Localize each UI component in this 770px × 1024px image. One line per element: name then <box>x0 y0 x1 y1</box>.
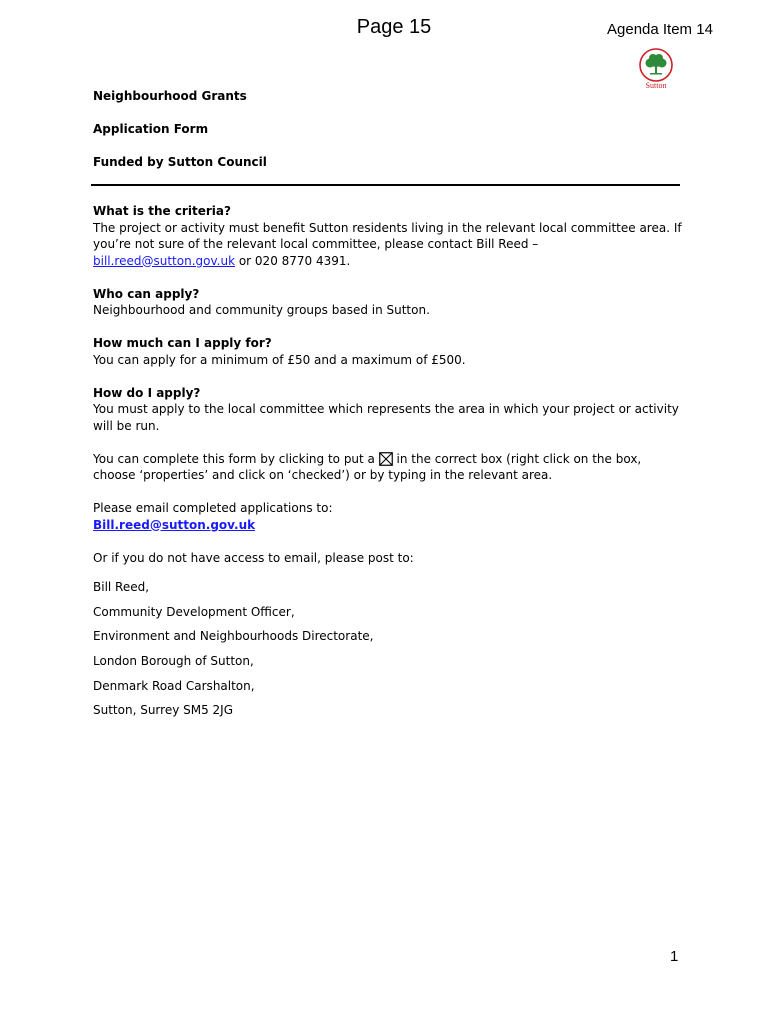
how-apply-text: You must apply to the local committee which represents the area in which your project or activity will be run. <box>93 402 679 433</box>
title-line-3: Funded by Sutton Council <box>93 155 267 169</box>
criteria-text: The project or activity must benefit Sutton residents living in the relevant local committee area. If you’re not sure of the relevant local committee, please contact Bill Reed – <box>93 220 682 251</box>
complete-text-before: You can complete this form by clicking to put a <box>93 451 379 466</box>
sutton-logo <box>636 48 676 88</box>
complete-form-instructions <box>93 451 683 484</box>
criteria-section <box>93 203 683 269</box>
how-apply-heading: How do I apply? <box>93 385 201 400</box>
title-line-2: Application Form <box>93 122 209 136</box>
address-line: London Borough of Sutton, <box>93 654 254 668</box>
how-much-text: You can apply for a minimum of £50 and a maximum of £500. <box>93 352 466 367</box>
complete-text-after: in the correct box (right click on the box, choose ‘properties’ and click on ‘checked’) or by typing in the relevant area. <box>93 451 642 482</box>
page-label: Page 15 <box>356 16 432 38</box>
post-prompt: Or if you do not have access to email, please post to: <box>93 550 414 565</box>
criteria-email-link[interactable]: bill.reed@sutton.gov.uk <box>93 253 236 268</box>
how-much-heading: How much can I apply for? <box>93 336 272 350</box>
address-line: Sutton, Surrey SM5 2JG <box>93 703 234 717</box>
submission-email-link[interactable]: Bill.reed@sutton.gov.uk <box>93 517 256 532</box>
address-line: Community Development Officer, <box>93 605 295 619</box>
email-instructions <box>93 500 683 533</box>
address-line: Bill Reed, <box>93 580 150 594</box>
agenda-item-label: Agenda Item 14 <box>607 21 713 38</box>
email-prompt: Please email completed applications to: <box>93 501 333 515</box>
title-line-1: Neighbourhood Grants <box>93 89 247 103</box>
address-line: Denmark Road Carshalton, <box>93 679 255 693</box>
header-divider <box>91 184 680 186</box>
criteria-phone: or 020 8770 4391. <box>235 253 351 268</box>
who-section <box>93 286 683 319</box>
checked-box-icon <box>379 452 393 466</box>
logo-text: Sutton <box>645 81 667 90</box>
criteria-heading: What is the criteria? <box>93 204 231 218</box>
how-apply-section <box>93 385 683 435</box>
address-line: Environment and Neighbourhoods Directorate, <box>93 629 374 643</box>
who-heading: Who can apply? <box>93 286 200 301</box>
post-instructions <box>93 550 683 567</box>
guidance-body <box>93 203 683 583</box>
page-number: 1 <box>670 948 679 965</box>
how-much-section <box>93 335 683 368</box>
who-text: Neighbourhood and community groups based in Sutton. <box>93 303 430 317</box>
